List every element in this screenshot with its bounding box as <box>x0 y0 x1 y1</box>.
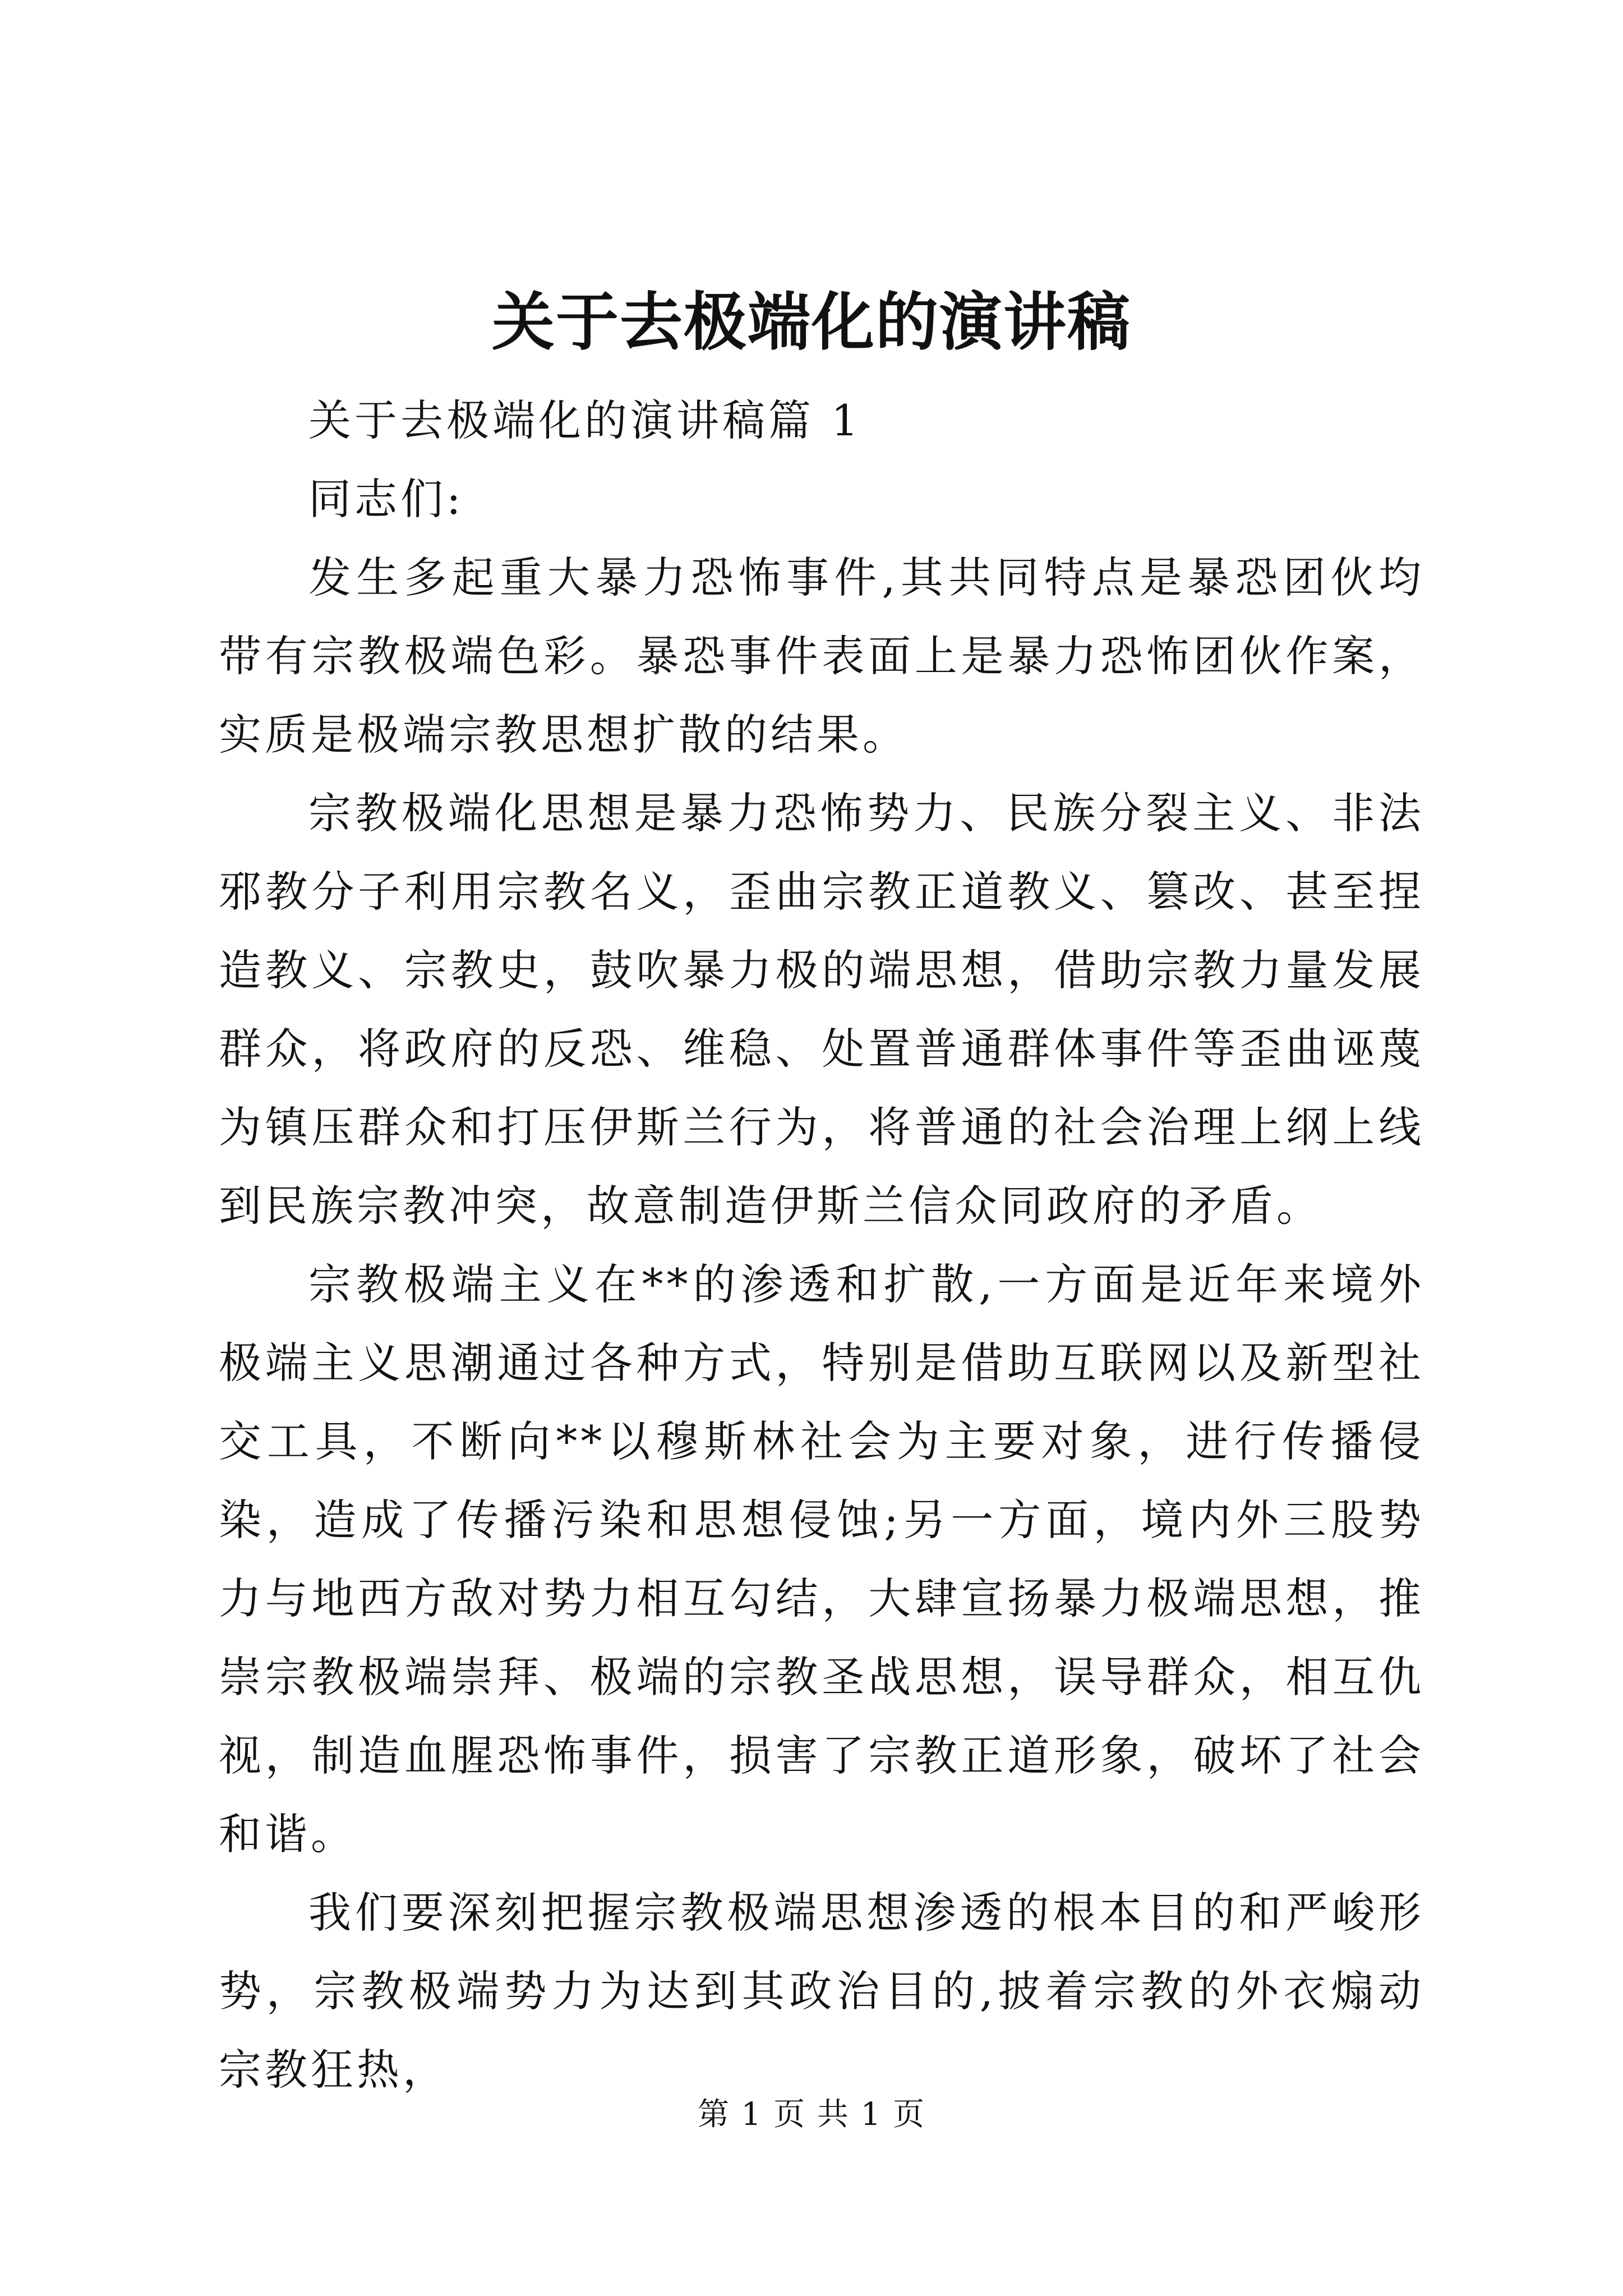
page-number-footer: 第 1 页 共 1 页 <box>697 2096 926 2133</box>
body-paragraph: 宗教极端主义在**的渗透和扩散,一方面是近年来境外极端主义思潮通过各种方式，特别是借助互联网以及新型社交工具，不断向**以穆斯林社会为主要对象，进行传播侵染，造成了传播污染和思想侵蚀;另一方面，境内外三股势力与地西方敌对势力相互勾结，大肆宣扬暴力极端思想，推崇宗教极端崇拜、极端的宗教圣战思想，误导群众，相互仇视，制造血腥恐怖事件，损害了宗教正道形象，破坏了社会和谐。 <box>219 1259 1424 1859</box>
document-subtitle: 关于去极端化的演讲稿篇 1 <box>308 395 862 445</box>
body-paragraph: 发生多起重大暴力恐怖事件,其共同特点是暴恐团伙均带有宗教极端色彩。暴恐事件表面上是暴力恐怖团伙作案，实质是极端宗教思想扩散的结果。 <box>219 553 1424 760</box>
document-title: 关于去极端化的演讲稿 <box>492 286 1131 359</box>
body-paragraph: 宗教极端化思想是暴力恐怖势力、民族分裂主义、非法邪教分子利用宗教名义，歪曲宗教正道教义、篡改、甚至捏造教义、宗教史，鼓吹暴力极的端思想，借助宗教力量发展群众，将政府的反恐、维稳、处置普通群体事件等歪曲诬蔑为镇压群众和打压伊斯兰行为，将普通的社会治理上纲上线到民族宗教冲突，故意制造伊斯兰信众同政府的矛盾。 <box>219 788 1424 1231</box>
body-paragraph: 我们要深刻把握宗教极端思想渗透的根本目的和严峻形势，宗教极端势力为达到其政治目的,披着宗教的外衣煽动宗教狂热， <box>219 1888 1424 2095</box>
salutation: 同志们: <box>308 474 464 524</box>
document-body <box>219 381 1424 2109</box>
